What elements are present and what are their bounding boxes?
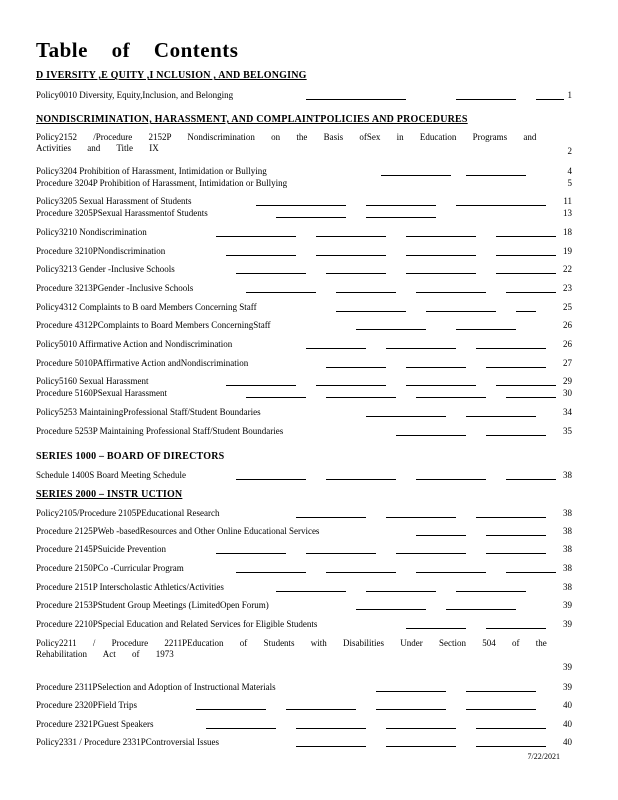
dot-leader xyxy=(466,416,536,417)
entry-text: Procedure 3204P Prohibition of Harassment, Intimidation or Bullying xyxy=(36,178,288,188)
entry-text: Procedure 3213PGender -Inclusive Schools xyxy=(36,283,194,293)
dot-leader xyxy=(416,479,486,480)
dot-leader xyxy=(396,435,466,436)
entry-text: Schedule 1400S Board Meeting Schedule xyxy=(36,470,186,480)
dot-leader xyxy=(356,329,426,330)
dot-leader xyxy=(466,175,526,176)
entry-page-number: 40 xyxy=(563,719,572,729)
dot-leader xyxy=(326,397,396,398)
entry-page-number: 30 xyxy=(563,388,572,398)
dot-leader xyxy=(486,535,546,536)
entry-page-number: 39 xyxy=(563,619,572,629)
dot-leader xyxy=(416,397,486,398)
dot-leader xyxy=(406,273,476,274)
entry-text: Procedure 4312PComplaints to Board Members ConcerningStaff xyxy=(36,320,271,330)
dot-leader xyxy=(486,553,546,554)
dot-leader xyxy=(326,367,386,368)
entry-page-number: 23 xyxy=(563,283,572,293)
dot-leader xyxy=(506,292,556,293)
entry-text: Policy3213 Gender -Inclusive Schools xyxy=(36,264,175,274)
dot-leader xyxy=(516,311,536,312)
entry-page-number: 5 xyxy=(567,178,572,188)
dot-leader xyxy=(476,348,546,349)
dot-leader xyxy=(416,535,466,536)
dot-leader xyxy=(406,236,476,237)
entry-page-number: 39 xyxy=(563,600,572,610)
dot-leader xyxy=(306,553,376,554)
entry-page-number: 35 xyxy=(563,426,572,436)
dot-leader xyxy=(406,255,476,256)
entry-page-number: 38 xyxy=(563,582,572,592)
dot-leader xyxy=(486,435,546,436)
dot-leader xyxy=(326,273,386,274)
dot-leader xyxy=(386,746,456,747)
dot-leader xyxy=(366,591,436,592)
dot-leader xyxy=(406,385,476,386)
entry-page-number: 22 xyxy=(563,264,572,274)
entry-text: Policy3210 Nondiscrimination xyxy=(36,227,147,237)
entry-page-number: 38 xyxy=(563,544,572,554)
section-heading-series-2000: SERIES 2000 – INSTR UCTION xyxy=(36,489,183,500)
entry-text: Procedure 2210PSpecial Education and Related Services for Eligible Students xyxy=(36,619,318,629)
dot-leader xyxy=(496,273,556,274)
entry-text: Policy2105/Procedure 2105PEducational Research xyxy=(36,508,220,518)
entry-text: Policy2331 / Procedure 2331PControversial Issues xyxy=(36,737,219,747)
dot-leader xyxy=(236,479,306,480)
dot-leader xyxy=(466,709,536,710)
entry-page-number: 26 xyxy=(563,320,572,330)
dot-leader xyxy=(506,572,556,573)
dot-leader xyxy=(386,728,456,729)
dot-leader xyxy=(366,416,446,417)
dot-leader xyxy=(396,553,466,554)
entry-text: Policy2211 / Procedure 2211PEducation of Students with Disabilities Under Section 504 of the Rehabilitation Act of 1973 xyxy=(36,638,547,659)
entry-text: Procedure 2311PSelection and Adoption of Instructional Materials xyxy=(36,682,276,692)
page-title: Table of Contents xyxy=(36,38,239,62)
dot-leader xyxy=(456,99,516,100)
entry-text: Procedure 2321PGuest Speakers xyxy=(36,719,154,729)
dot-leader xyxy=(506,479,556,480)
dot-leader xyxy=(236,572,306,573)
section-heading-series-1000: SERIES 1000 – BOARD OF DIRECTORS xyxy=(36,451,225,462)
entry-text: Procedure 2145PSuicide Prevention xyxy=(36,544,166,554)
dot-leader xyxy=(496,236,556,237)
dot-leader xyxy=(366,217,436,218)
dot-leader xyxy=(296,746,366,747)
dot-leader xyxy=(306,348,366,349)
entry-text: Procedure 3205PSexual Harassmentof Students xyxy=(36,208,208,218)
dot-leader xyxy=(236,273,306,274)
dot-leader xyxy=(336,292,396,293)
dot-leader xyxy=(216,553,286,554)
dot-leader xyxy=(326,479,396,480)
dot-leader xyxy=(376,709,446,710)
entry-page-number: 38 xyxy=(563,508,572,518)
entry-text: Procedure 5253P Maintaining Professional Staff/Student Boundaries xyxy=(36,426,284,436)
dot-leader xyxy=(476,728,546,729)
entry-text: Policy4312 Complaints to B oard Members Concerning Staff xyxy=(36,302,257,312)
entry-text: Policy3205 Sexual Harassment of Students xyxy=(36,196,192,206)
dot-leader xyxy=(386,517,456,518)
dot-leader xyxy=(206,728,276,729)
entry-text: Policy5253 MaintainingProfessional Staff/Student Boundaries xyxy=(36,407,261,417)
section-heading-dei: D IVERSITY ,E QUITY ,I NCLUSION , AND BELONGING xyxy=(36,70,307,81)
entry-text: Procedure 5160PSexual Harassment xyxy=(36,388,167,398)
entry-page-number: 4 xyxy=(567,166,572,176)
dot-leader xyxy=(296,517,366,518)
entry-text: Policy0010 Diversity, Equity,Inclusion, and Belonging xyxy=(36,90,234,100)
dot-leader xyxy=(326,572,396,573)
dot-leader xyxy=(496,255,556,256)
entry-page-number: 39 xyxy=(563,682,572,692)
dot-leader xyxy=(366,205,436,206)
entry-page-number: 29 xyxy=(563,376,572,386)
document-date: 7/22/2021 xyxy=(527,752,560,761)
dot-leader xyxy=(496,385,556,386)
dot-leader xyxy=(356,609,426,610)
entry-page-number: 13 xyxy=(563,208,572,218)
entry-page-number: 2 xyxy=(567,146,572,156)
dot-leader xyxy=(256,205,346,206)
dot-leader xyxy=(486,628,546,629)
dot-leader xyxy=(336,311,406,312)
entry-page-number: 25 xyxy=(563,302,572,312)
entry-page-number: 40 xyxy=(563,737,572,747)
entry-page-number: 19 xyxy=(563,246,572,256)
entry-text: Procedure 2153PStudent Group Meetings (LimitedOpen Forum) xyxy=(36,600,269,610)
entry-text: Policy5160 Sexual Harassment xyxy=(36,376,149,386)
entry-page-number: 39 xyxy=(563,662,572,672)
entry-text: Policy3204 Prohibition of Harassment, Intimidation or Bullying xyxy=(36,166,267,176)
dot-leader xyxy=(476,746,546,747)
dot-leader xyxy=(216,236,296,237)
dot-leader xyxy=(226,255,296,256)
entry-page-number: 38 xyxy=(563,563,572,573)
dot-leader xyxy=(286,709,356,710)
dot-leader xyxy=(416,572,486,573)
entry-page-number: 38 xyxy=(563,526,572,536)
entry-text: Policy2152 /Procedure 2152P Nondiscrimination on the Basis ofSex in Education Programs and Activities and Title IX xyxy=(36,132,537,153)
dot-leader xyxy=(276,217,346,218)
dot-leader xyxy=(536,99,564,100)
dot-leader xyxy=(246,397,306,398)
dot-leader xyxy=(456,591,526,592)
entry-page-number: 27 xyxy=(563,358,572,368)
dot-leader xyxy=(196,709,266,710)
entry-text: Procedure 2150PCo -Curricular Program xyxy=(36,563,184,573)
entry-page-number: 40 xyxy=(563,700,572,710)
dot-leader xyxy=(406,367,466,368)
dot-leader xyxy=(416,292,486,293)
dot-leader xyxy=(386,348,456,349)
entry-text: Procedure 2320PField Trips xyxy=(36,700,138,710)
dot-leader xyxy=(226,385,296,386)
dot-leader xyxy=(456,205,546,206)
entry-page-number: 1 xyxy=(567,90,572,100)
dot-leader xyxy=(296,728,366,729)
entry-page-number: 26 xyxy=(563,339,572,349)
dot-leader xyxy=(376,691,446,692)
dot-leader xyxy=(316,385,386,386)
dot-leader xyxy=(246,292,316,293)
entry-text: Policy5010 Affirmative Action and Nondiscrimination xyxy=(36,339,233,349)
dot-leader xyxy=(276,591,346,592)
dot-leader xyxy=(316,255,386,256)
entry-text: Procedure 3210PNondiscrimination xyxy=(36,246,166,256)
dot-leader xyxy=(381,175,451,176)
entry-page-number: 18 xyxy=(563,227,572,237)
dot-leader xyxy=(306,99,406,100)
dot-leader xyxy=(446,609,516,610)
dot-leader xyxy=(486,367,546,368)
entry-page-number: 34 xyxy=(563,407,572,417)
dot-leader xyxy=(466,691,536,692)
entry-text: Procedure 5010PAffirmative Action andNondiscrimination xyxy=(36,358,249,368)
entry-text: Procedure 2125PWeb -basedResources and Other Online Educational Services xyxy=(36,526,320,536)
entry-page-number: 38 xyxy=(563,470,572,480)
dot-leader xyxy=(316,236,386,237)
dot-leader xyxy=(456,329,516,330)
section-heading-nondiscrimination: NONDISCRIMINATION, HARASSMENT, AND COMPLAINTPOLICIES AND PROCEDURES xyxy=(36,114,468,125)
dot-leader xyxy=(476,517,546,518)
dot-leader xyxy=(406,628,466,629)
dot-leader xyxy=(426,311,496,312)
entry-page-number: 11 xyxy=(563,196,572,206)
dot-leader xyxy=(506,397,556,398)
entry-text: Procedure 2151P Interscholastic Athletics/Activities xyxy=(36,582,224,592)
